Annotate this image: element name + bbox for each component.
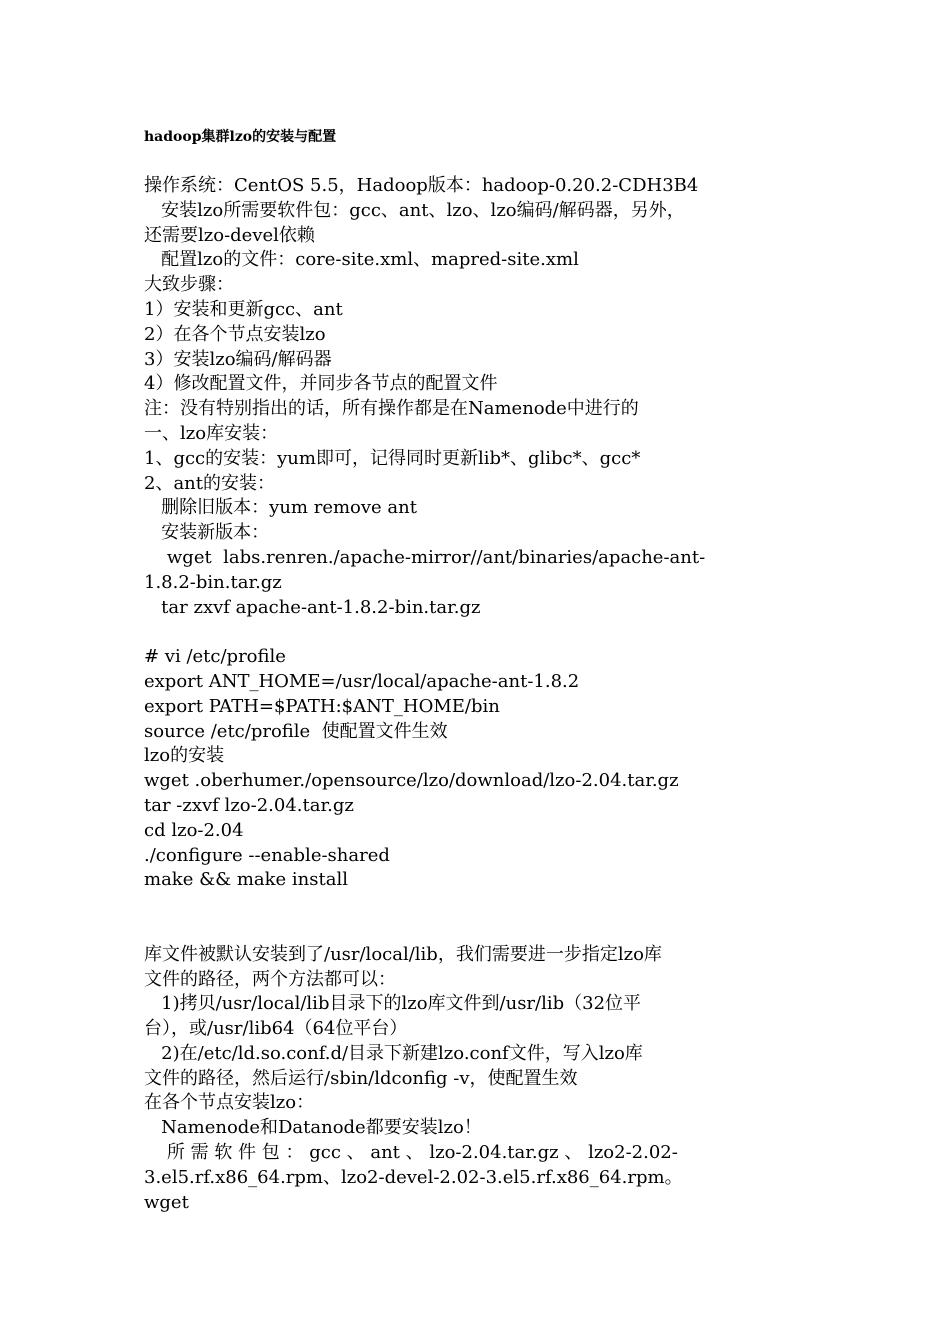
text-line: cd lzo-2.04 <box>144 819 244 841</box>
text-line: Namenode和Datanode都要安装lzo！ <box>144 1117 482 1139</box>
text-line <box>144 620 814 645</box>
text-line: 一、lzo库安装： <box>144 422 279 444</box>
text-line: make && make install <box>144 869 348 891</box>
document-title: hadoop集群lzo的安装与配置 <box>144 129 337 145</box>
text-line: # vi /etc/profile <box>144 646 286 668</box>
text-line: source /etc/profile 使配置文件生效 <box>144 720 448 742</box>
text-line: 1)拷贝/usr/local/lib目录下的lzo库文件到/usr/lib（32位平 <box>144 993 642 1015</box>
text-line: 2)在/etc/ld.so.conf.d/目录下新建lzo.conf文件，写入lzo库 <box>144 1042 643 1064</box>
text-line: 文件的路径，然后运行/sbin/ldconfig -v，使配置生效 <box>144 1067 578 1089</box>
text-line: 3）安装lzo编码/解码器 <box>144 348 332 370</box>
text-line <box>144 918 814 943</box>
text-line: 还需要lzo-devel依赖 <box>144 224 315 246</box>
text-line: 文件的路径，两个方法都可以： <box>144 968 396 990</box>
text-line: 4）修改配置文件，并同步各节点的配置文件 <box>144 373 498 395</box>
text-line <box>144 893 814 918</box>
text-line: 2、ant的安装： <box>144 472 276 494</box>
text-line: 1、gcc的安装：yum即可，记得同时更新lib*、glibc*、gcc* <box>144 447 641 469</box>
text-line: tar -zxvf lzo-2.04.tar.gz <box>144 794 354 816</box>
text-line: wget <box>144 1191 189 1213</box>
text-line: wget .oberhumer./opensource/lzo/download/lzo-2.04.tar.gz <box>144 770 679 792</box>
text-line: 1.8.2-bin.tar.gz <box>144 571 282 593</box>
text-line: 库文件被默认安装到了/usr/local/lib，我们需要进一步指定lzo库 <box>144 943 662 965</box>
text-line: 安装lzo所需要软件包：gcc、ant、lzo、lzo编码/解码器，另外， <box>144 199 685 221</box>
text-line: 2）在各个节点安装lzo <box>144 323 326 345</box>
text-line: 操作系统：CentOS 5.5，Hadoop版本：hadoop-0.20.2-CDH3B4 <box>144 175 699 196</box>
text-line: lzo的安装 <box>144 745 225 767</box>
text-line: tar zxvf apache-ant-1.8.2-bin.tar.gz <box>144 596 481 618</box>
text-line: 台），或/usr/lib64（64位平台） <box>144 1018 408 1040</box>
text-line: 大致步骤： <box>144 274 234 296</box>
text-line: 1）安装和更新gcc、ant <box>144 298 343 320</box>
text-line: 在各个节点安装lzo： <box>144 1092 315 1114</box>
text-line: 所 需 软 件 包 ： gcc 、 ant 、 lzo-2.04.tar.gz 、 lzo2-2.02- <box>144 1142 678 1164</box>
text-line: 删除旧版本：yum remove ant <box>144 497 417 519</box>
text-line: ./configure --enable-shared <box>144 844 390 866</box>
text-line: wget labs.renren./apache-mirror//ant/binaries/apache-ant- <box>144 546 706 568</box>
text-line: 3.el5.rf.x86_64.rpm、lzo2-devel-2.02-3.el5.rf.x86_64.rpm。 <box>144 1166 683 1188</box>
document-body <box>144 174 814 1215</box>
text-line: 注：没有特别指出的话，所有操作都是在Namenode中进行的 <box>144 398 639 420</box>
text-line: 安装新版本： <box>144 522 270 544</box>
text-line: export ANT_HOME=/usr/local/apache-ant-1.8.2 <box>144 670 580 692</box>
text-line: 配置lzo的文件：core-site.xml、mapred-site.xml <box>144 249 579 271</box>
text-line: export PATH=$PATH:$ANT_HOME/bin <box>144 695 500 717</box>
